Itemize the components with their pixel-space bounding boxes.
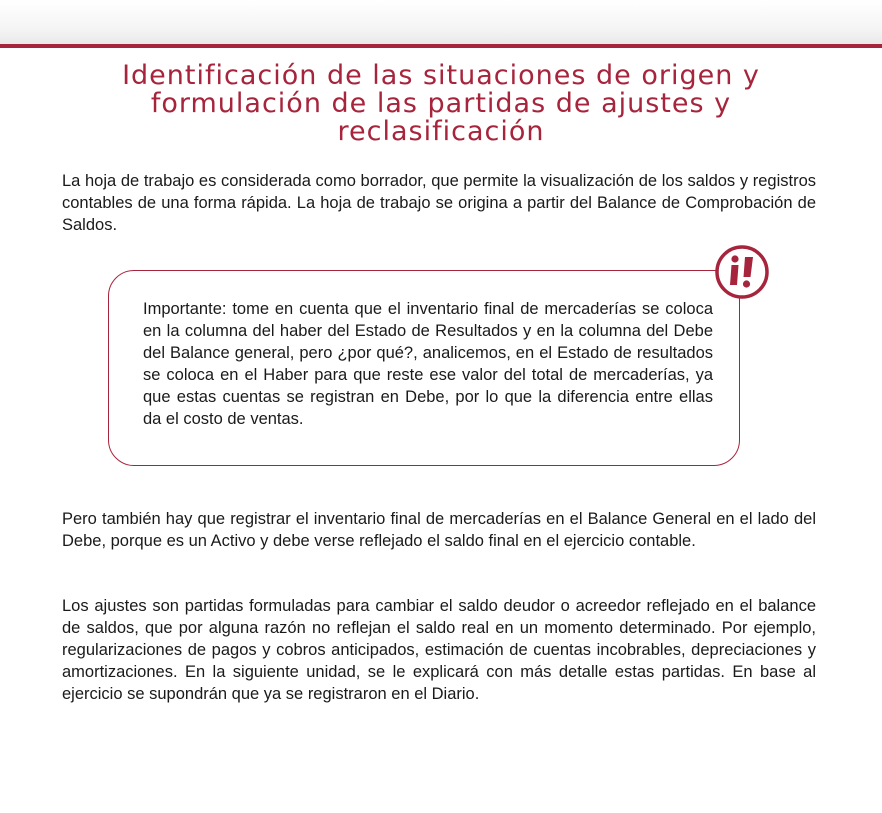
page-title: Identificación de las situaciones de origen y formulación de las partidas de ajustes y reclasificación [122,60,760,147]
inventory-paragraph: Pero también hay que registrar el inventario final de mercaderías en el Balance General en el lado del Debe, porque es un Activo y debe verse reflejado el saldo final en el ejercicio contable. [62,510,816,550]
header-rule [0,0,882,52]
header-accent-bar [0,44,882,48]
important-note-text: Importante: tome en cuenta que el inventario final de mercaderías se coloca en la columna del haber del Estado de Resultados y en la columna del Debe del Balance general, pero ¿por qué?, analicemos, en el Estado de resultados se coloca en el Haber para que reste ese valor del total de mercaderías, ya que estas cuentas se registran en Debe, por lo que la diferencia entre ellas da el costo de ventas. [143,300,713,428]
intro-paragraph: La hoja de trabajo es considerada como borrador, que permite la visualización de los saldos y registros contables de una forma rápida. La hoja de trabajo se origina a partir del Balance de Comprobación de Saldos. [62,172,816,234]
adjustments-paragraph: Los ajustes son partidas formuladas para cambiar el saldo deudor o acreedor reflejado en el balance de saldos, que por alguna razón no reflejan el saldo real en un momento determinado. Por ejemplo, regularizaciones de pagos y cobros anticipados, estimación de cuentas incobrables, depreciaciones y amortizaciones. En la siguiente unidad, se le explicará con más detalle estas partidas. En base al ejercicio se supondrán que ya se registraron en el Diario. [62,597,816,703]
alert-icon [714,244,770,300]
